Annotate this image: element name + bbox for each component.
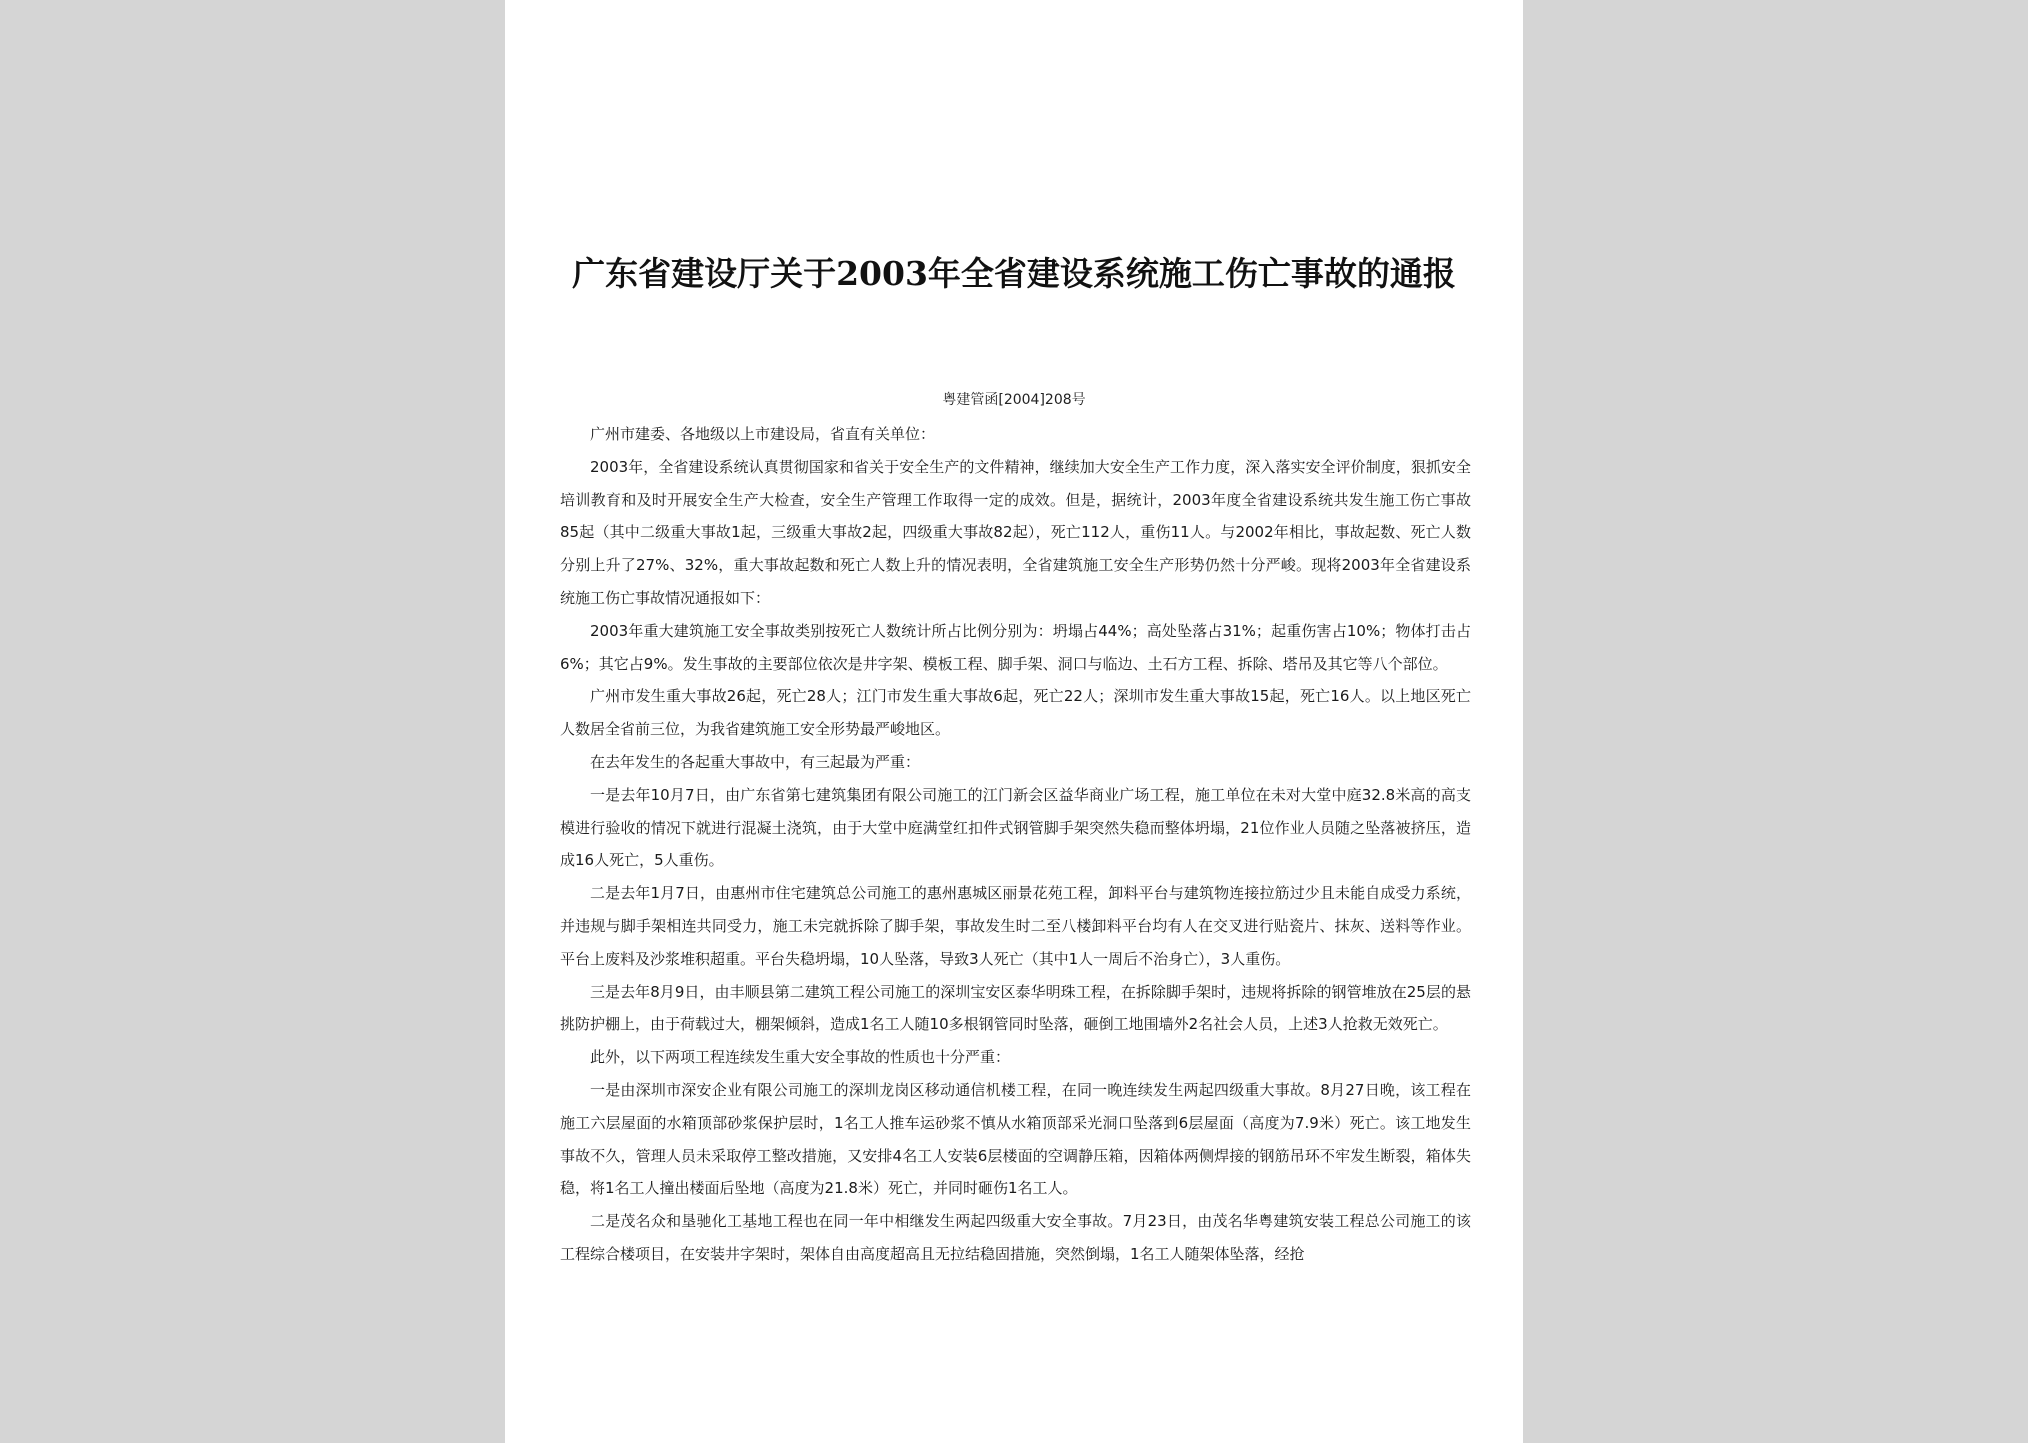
paragraph: 一是由深圳市深安企业有限公司施工的深圳龙岗区移动通信机楼工程，在同一晚连续发生两起四级重大事故。8月27日晚，该工程在施工六层屋面的水箱顶部砂浆保护层时，1名工人推车运砂浆不慎从水箱顶部采光洞口坠落到6层屋面（高度为7.9米）死亡。该工地发生事故不久，管理人员未采取停工整改措施，又安排4名工人安装6层楼面的空调静压箱，因箱体两侧焊接的钢筋吊环不牢发生断裂，箱体失稳，将1名工人撞出楼面后坠地（高度为21.8米）死亡，并同时砸伤1名工人。: [560, 1080, 1471, 1198]
document-body: [560, 418, 1471, 1271]
paragraph: 二是去年1月7日，由惠州市住宅建筑总公司施工的惠州惠城区丽景花苑工程，卸料平台与建筑物连接拉筋过少且未能自成受力系统，并违规与脚手架相连共同受力，施工未完就拆除了脚手架，事故发生时二至八楼卸料平台均有人在交叉进行贴瓷片、抹灰、送料等作业。平台上废料及沙浆堆积超重。平台失稳坍塌，10人坠落，导致3人死亡（其中1人一周后不治身亡），3人重伤。: [560, 884, 1471, 968]
paragraph: 2003年，全省建设系统认真贯彻国家和省关于安全生产的文件精神，继续加大安全生产工作力度，深入落实安全评价制度，狠抓安全培训教育和及时开展安全生产大检查，安全生产管理工作取得一定的成效。但是，据统计，2003年度全省建设系统共发生施工伤亡事故85起（其中二级重大事故1起，三级重大事故2起，四级重大事故82起），死亡112人，重伤11人。与2002年相比，事故起数、死亡人数分别上升了27%、32%，重大事故起数和死亡人数上升的情况表明，全省建筑施工安全生产形势仍然十分严峻。现将2003年全省建设系统施工伤亡事故情况通报如下：: [560, 457, 1471, 607]
document-title: 广东省建设厅关于2003年全省建设系统施工伤亡事故的通报: [572, 254, 1456, 293]
paragraph: 三是去年8月9日，由丰顺县第二建筑工程公司施工的深圳宝安区泰华明珠工程，在拆除脚手架时，违规将拆除的钢管堆放在25层的悬挑防护棚上，由于荷载过大，棚架倾斜，造成1名工人随10多根钢管同时坠落，砸倒工地围墙外2名社会人员，上述3人抢救无效死亡。: [560, 982, 1471, 1034]
salutation: 广州市建委、各地级以上市建设局，省直有关单位：: [590, 425, 936, 443]
document-page: [505, 0, 1523, 1443]
paragraph: 广州市发生重大事故26起，死亡28人；江门市发生重大事故6起，死亡22人；深圳市发生重大事故15起，死亡16人。以上地区死亡人数居全省前三位，为我省建筑施工安全形势最严峻地区。: [560, 687, 1471, 739]
paragraph: 此外，以下两项工程连续发生重大安全事故的性质也十分严重：: [590, 1048, 1011, 1067]
paragraph: 一是去年10月7日，由广东省第七建筑集团有限公司施工的江门新会区益华商业广场工程，施工单位在未对大堂中庭32.8米高的高支模进行验收的情况下就进行混凝土浇筑，由于大堂中庭满堂红扣件式钢管脚手架突然失稳而整体坍塌，21位作业人员随之坠落被挤压，造成16人死亡，5人重伤。: [560, 785, 1471, 870]
document-number: 粤建管函[2004]208号: [942, 392, 1086, 408]
paragraph: 二是茂名众和垦驰化工基地工程也在同一年中相继发生两起四级重大安全事故。7月23日，由茂名华粤建筑安装工程总公司施工的该工程综合楼项目，在安装井字架时，架体自由高度超高且无拉结稳固措施，突然倒塌，1名工人随架体坠落，经抢: [560, 1212, 1471, 1263]
paragraph: 在去年发生的各起重大事故中，有三起最为严重：: [590, 752, 921, 771]
paragraph: 2003年重大建筑施工安全事故类别按死亡人数统计所占比例分别为：坍塌占44%；高处坠落占31%；起重伤害占10%；物体打击占6%；其它占9%。发生事故的主要部位依次是井字架、模板工程、脚手架、洞口与临边、土石方工程、拆除、塔吊及其它等八个部位。: [560, 621, 1471, 673]
